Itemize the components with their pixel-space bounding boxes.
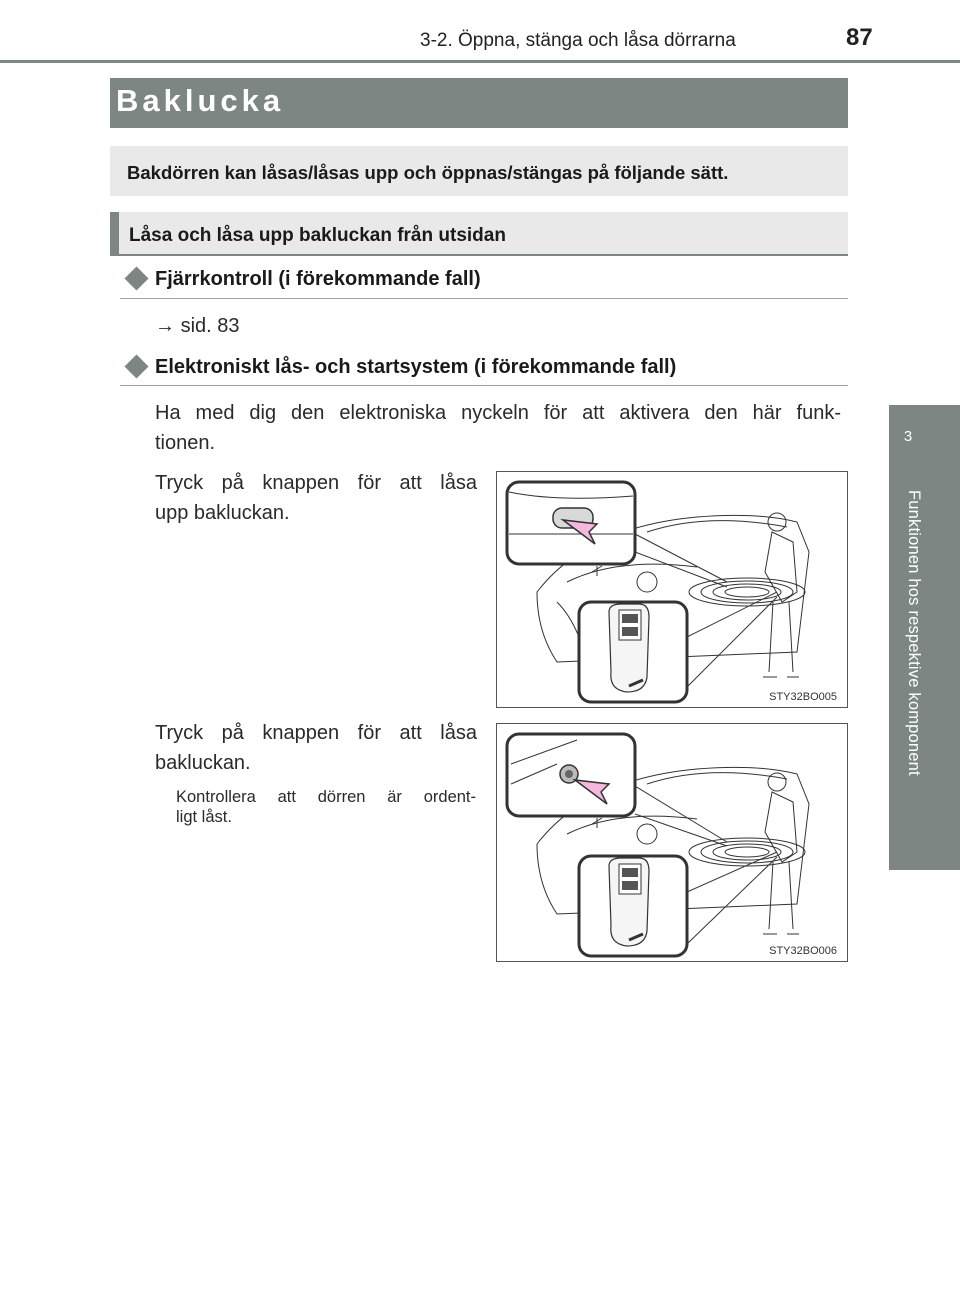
chapter-title: 3-2. Öppna, stänga och låsa dörrarna (420, 30, 736, 51)
lock-illustration-svg (497, 724, 847, 961)
item-rule (120, 385, 848, 386)
body-text-line2: tionen. (155, 432, 216, 454)
diamond-bullet-icon (124, 266, 148, 290)
step1-text-line2: upp bakluckan. (155, 502, 290, 524)
diamond-bullet-icon (124, 354, 148, 378)
page-reference: sid. 83 (180, 315, 240, 337)
item-rule (120, 298, 848, 299)
figure-code: STY32BO006 (769, 945, 837, 957)
unlock-illustration-svg (497, 472, 847, 707)
note-line1: Kontrollera att dörren är ordent- (176, 788, 476, 806)
item-title-smart-key: Elektroniskt lås- och startsystem (i förekommande fall) (155, 356, 677, 378)
step2-text-line2: bakluckan. (155, 752, 251, 774)
subheading-accent-bar (110, 212, 119, 256)
arrow-right-icon: → (155, 315, 175, 337)
header-rule (0, 60, 960, 63)
step2-text-line1: Tryck på knappen för att låsa (155, 722, 477, 744)
section-title: Baklucka (116, 83, 285, 118)
intro-text: Bakdörren kan låsas/låsas upp och öppnas/stängas på följande sätt. (127, 162, 729, 183)
figure-lock-illustration (496, 723, 848, 962)
chapter-tab-number: 3 (903, 428, 913, 445)
figure-unlock-illustration (496, 471, 848, 708)
figure-code: STY32BO005 (769, 691, 837, 703)
page-number: 87 (846, 24, 873, 51)
item-title-remote: Fjärrkontroll (i förekommande fall) (155, 268, 481, 290)
reference-line (155, 311, 240, 341)
note-line2: ligt låst. (176, 808, 232, 826)
step1-text-line1: Tryck på knappen för att låsa (155, 472, 477, 494)
body-text-line1: Ha med dig den elektroniska nyckeln för att aktivera den här funk- (155, 402, 841, 424)
subheading-text: Låsa och låsa upp bakluckan från utsidan (129, 225, 506, 246)
chapter-tab-label: Funktionen hos respektive komponent (905, 490, 923, 776)
